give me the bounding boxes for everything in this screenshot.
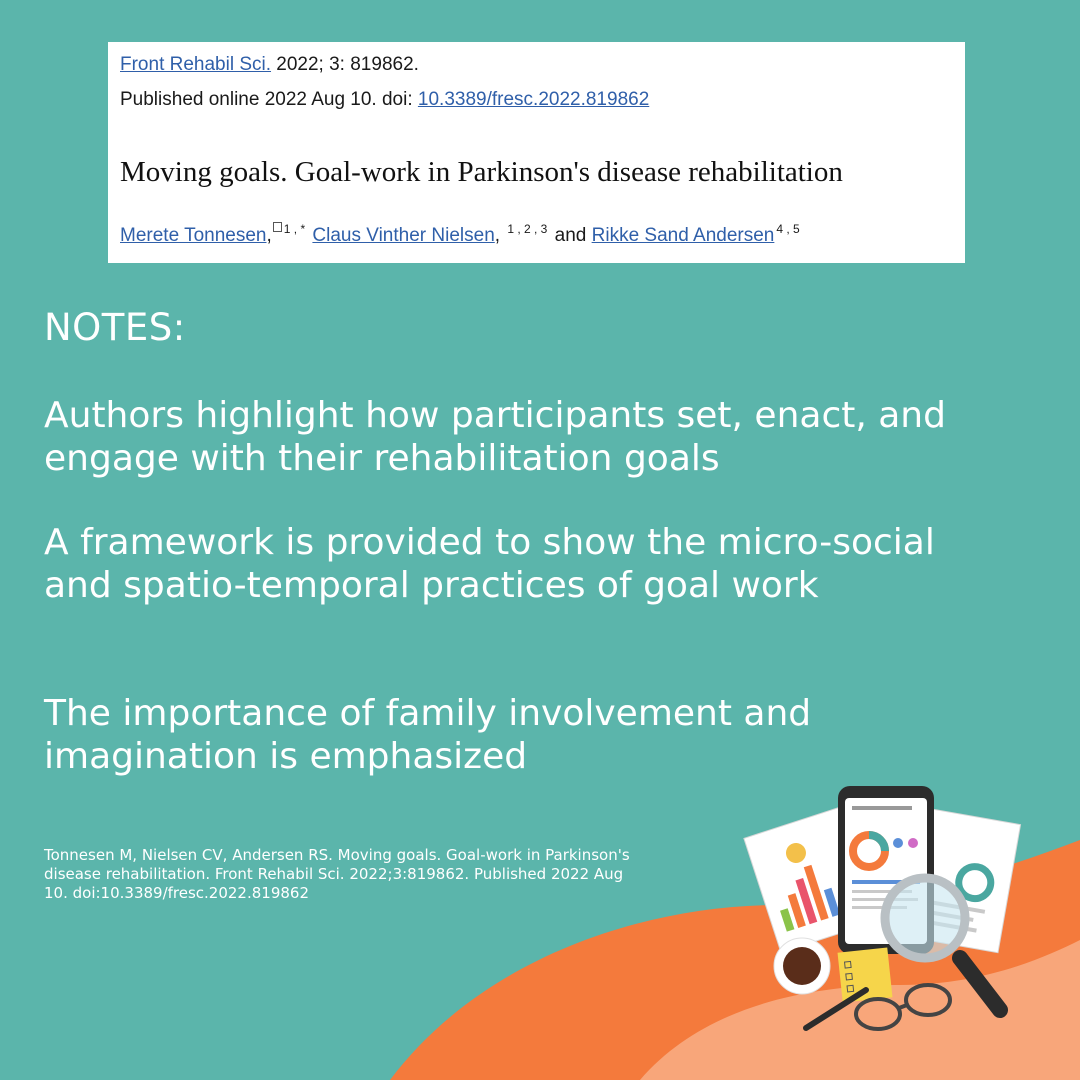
author-list: Merete Tonnesen, $^{1 , *}$ Claus Vinther Nielsen, $^{1 , 2 , 3}$ and Rikke Sand Andersen $^{4 , 5}$ xyxy=(120,222,800,246)
notes-heading: NOTES: xyxy=(44,306,186,349)
journal-details: 2022; 3: 819862. xyxy=(271,54,419,75)
note-item: A framework is provided to show the micro-social and spatio-temporal practices of goal work xyxy=(44,522,935,606)
note-item: Authors highlight how participants set, enact, and engage with their rehabilitation goals xyxy=(44,395,946,479)
author-affiliation: 1 , * xyxy=(283,222,306,236)
published-label: Published online 2022 Aug 10. doi: xyxy=(120,89,418,110)
author-affiliation: 4 , 5 xyxy=(776,222,800,236)
author-link-nielsen[interactable]: Claus Vinther Nielsen xyxy=(312,225,495,246)
reference-text: Tonnesen M, Nielsen CV, Andersen RS. Moving goals. Goal-work in Parkinson's disease rehabilitation. Front Rehabil Sci. 2022;3:819862. Published 2022 Aug 10. doi:10.3389/fresc.2022.819862 xyxy=(44,846,630,902)
author-link-andersen[interactable]: Rikke Sand Andersen xyxy=(591,225,775,246)
article-title: Moving goals. Goal-work in Parkinson's disease rehabilitation xyxy=(120,156,843,188)
sticky-note-icon xyxy=(838,948,893,1003)
journal-link[interactable]: Front Rehabil Sci. xyxy=(120,54,272,75)
author-link-tonnesen[interactable]: Merete Tonnesen xyxy=(120,225,267,246)
note-item: The importance of family involvement and imagination is emphasized xyxy=(44,693,812,777)
doi-link[interactable]: 10.3389/fresc.2022.819862 xyxy=(417,89,650,110)
and-word: and xyxy=(554,225,587,246)
coffee-cup-icon xyxy=(774,938,830,994)
author-affiliation: 1 , 2 , 3 xyxy=(507,222,548,236)
